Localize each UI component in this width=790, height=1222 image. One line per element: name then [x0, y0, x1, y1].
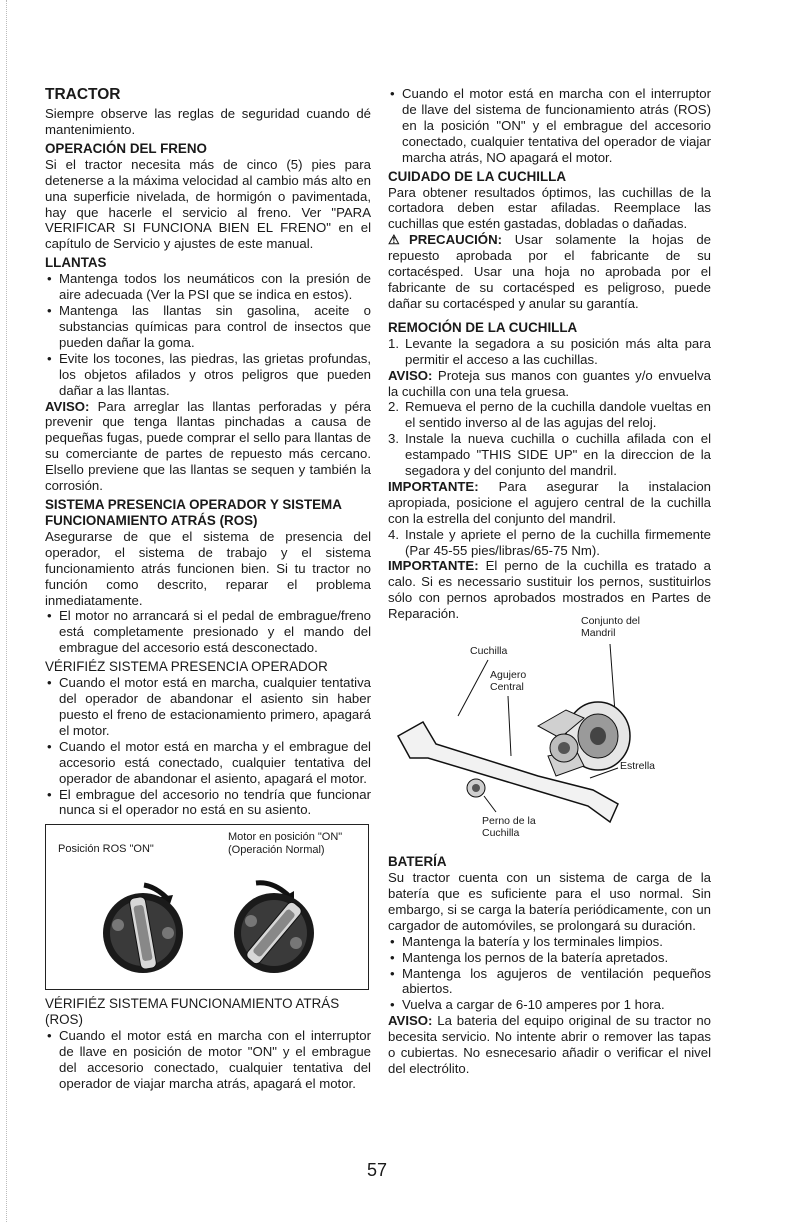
- list-item: 4. Instale y apriete el perno de la cuchilla firmemente (Par 45-55 pies/libras/65-75 Nm).: [388, 526, 711, 558]
- verify-ros-list: [45, 1028, 371, 1092]
- list-item: • Cuando el motor está en marcha y el embrague del accesorio está conectado, cualquier tentativa del operador de abandonar el asiento, apagará el motor.: [45, 739, 371, 787]
- list-item: • Cuando el motor está en marcha con el interruptor de llave en posición de motor "ON" y el embrague del accesorio conectado, cualquier tentativa del operador de viajar marcha atrás, apagará el motor.: [45, 1028, 371, 1092]
- step-text: Instale la nueva cuchilla o cuchilla afilada con el estampado "THIS SIDE UP" en la direccion de la segadora y del conjunto del mandril.: [405, 431, 711, 479]
- ros-continued-list: [388, 86, 711, 166]
- battery-text: Su tractor cuenta con un sistema de carga de la batería que es suficiente para el uso normal. Sin embargo, si se carga la batería periódicamente, con un cargador de automóviles, se prolongará su duración.: [388, 870, 711, 933]
- removal-aviso: [388, 368, 711, 400]
- tires-heading: LLANTAS: [45, 255, 107, 271]
- list-item: 2. Remueva el perno de la cuchilla dandole vueltas en el sentido inverso al de las agujas del reloj.: [388, 399, 711, 431]
- blade-assembly-figure: [388, 615, 711, 850]
- ignition-switch-drawing: [46, 825, 368, 989]
- caption-motor-on: Motor en posición "ON" (Operación Normal): [228, 831, 343, 857]
- verify-ros-heading: VÉRIFIÉZ SISTEMA FUNCIONAMIENTO ATRÁS (ROS): [45, 996, 340, 1028]
- ros-list: [45, 608, 371, 656]
- brake-text: Si el tractor necesita más de cinco (5) pies para detenerse a la máxima velocidad al cambio más alto en una superficie nivelada, de hormigón o pavimentada, hay que hacerle el servicio al freno. Ver "PARA VERIFICAR SI FUNCIONA BIEN EL FRENO" en el capítulo de Servicio y ajustes de este manual.: [45, 156, 371, 252]
- blade-removal-heading: REMOCIÓN DE LA CUCHILLA: [388, 319, 578, 335]
- list-item: • Vuelva a cargar de 6-10 amperes por 1 hora.: [388, 997, 711, 1013]
- blade-bolt-icon: [467, 779, 485, 797]
- aviso-text: La bateria del equipo original de su tractor no becesita servicio. No intente abrir o remover las tapas o cubiertas. No esnecesario añadir o verificar el nivel del electrólito.: [388, 1013, 711, 1076]
- section-title-tractor: TRACTOR: [45, 86, 121, 103]
- step-text: Remueva el perno de la cuchilla dandole vueltas en el sentido inverso al de las agujas del reloj.: [405, 399, 711, 431]
- importante-text: Para asegurar la instalacion apropiada, posicione el agujero central de la cuchilla con la estrella del conjunto del mandril.: [388, 478, 711, 526]
- importante-label: IMPORTANTE:: [388, 558, 479, 574]
- list-item: • Mantenga la batería y los terminales limpios.: [388, 934, 711, 950]
- importante-2: [388, 558, 711, 622]
- battery-aviso: [388, 1013, 711, 1077]
- importante-label: IMPORTANTE:: [388, 478, 479, 494]
- precaucion-text: Usar solamente la hojas de repuesto aprobada por el fabricante de su cortacésped. Usar una hoja no aprobada por el fabricante de su cortacésped es peligroso, puede dañar su cortacésped y anular su garantía.: [388, 232, 711, 311]
- label-cuchilla: Cuchilla: [470, 645, 508, 658]
- importante-1: [388, 479, 711, 527]
- ros-text: Asegurarse de que el sistema de presencia del operador, el sistema de trabajo y el sistema funcionamiento atrás funcionen bien. Si tu tractor no función como descrito, reparar el problema inmediatamente.: [45, 528, 371, 608]
- aviso-text: Proteja sus manos con guantes y/o envuelva la cuchilla con una tela gruesa.: [388, 367, 711, 399]
- page-edge: [6, 0, 8, 1222]
- blade-care-text: Para obtener resultados óptimos, las cuchillas de la cortadora deben estar afiladas. Reemplace las cuchillas que estén gastadas, dobladas o dañadas.: [388, 184, 711, 232]
- list-item: • Cuando el motor está en marcha con el interruptor de llave del sistema de funcionamiento atrás (ROS) en la posición "ON" y el embrague del accesorio conectado, cualquier tentativa del operador de viajar marcha atrás, NO apagará el motor.: [388, 86, 711, 166]
- list-item: • Cuando el motor está en marcha, cualquier tentativa del operador de abandonar el asiento sin haber puesto el freno de estacionamiento primero, apagará el motor.: [45, 675, 371, 739]
- ignition-switch-figure: [45, 824, 369, 990]
- removal-steps-a: [388, 336, 711, 368]
- list-item: • Mantenga las llantas sin gasolina, aceite o substancias químicas para control de insectos que pueden dañar la goma.: [45, 303, 371, 351]
- warning-icon: ⚠: [388, 232, 409, 248]
- aviso-label: AVISO:: [45, 398, 90, 414]
- tires-aviso: [45, 399, 371, 494]
- caption-ros-on: Posición ROS "ON": [58, 843, 154, 856]
- importante-text: El perno de la cuchilla es tratado a calo. Si es necessario sustituir los pernos, sustituirlos sólo con pernos aprobados mostrados en Partes de Reparación.: [388, 558, 711, 622]
- left-column: [45, 86, 371, 1092]
- key-switch-motor-icon: [234, 883, 314, 973]
- precaucion-paragraph: [388, 232, 711, 312]
- key-switch-ros-icon: [103, 885, 183, 973]
- precaucion-label: PRECAUCIÓN:: [408, 232, 502, 248]
- ros-heading: SISTEMA PRESENCIA OPERADOR Y SISTEMA FUNCIONAMIENTO ATRÁS (ROS): [45, 496, 342, 528]
- aviso-label: AVISO:: [388, 1013, 433, 1029]
- list-item: • El motor no arrancará si el pedal de embrague/freno está completamente presionado y el mando del embrague del accesorio está desconectado.: [45, 608, 371, 656]
- removal-steps-c: [388, 527, 711, 559]
- label-perno: Perno de la Cuchilla: [482, 815, 536, 839]
- intro-text: Siempre observe las reglas de seguridad cuando dé mantenimiento.: [45, 106, 371, 137]
- verify-operator-list: [45, 675, 371, 818]
- page-number: 57: [367, 1160, 388, 1180]
- list-item: • Mantenga todos los neumáticos con la presión de aire adecuada (Ver la PSI que se indica en estos).: [45, 271, 371, 303]
- blade-care-heading: CUIDADO DE LA CUCHILLA: [388, 168, 567, 184]
- aviso-text: Para arreglar las llantas perforadas y péra prevenir que tenga llantas pinchadas a causa de pequeñas fugas, puede comprar el sello para llantas de su comerciante de partes de repuesto más cercano. Elsello previene que las llantas se sequen y también la corrosión.: [45, 398, 372, 494]
- label-mandril: Conjunto del Mandril: [581, 615, 640, 639]
- list-item: • El embrague del accesorio no tendría que funcionar nunca si el operador no está en su asiento.: [45, 787, 371, 819]
- list-item: 1. Levante la segadora a su posición más alta para permitir el acceso a las cuchillas.: [388, 335, 711, 367]
- verify-operator-heading: VÉRIFIÉZ SISTEMA PRESENCIA OPERADOR: [45, 659, 328, 675]
- right-column: [388, 86, 711, 1077]
- list-item: • Evite los tocones, las piedras, las grietas profundas, los objetos afilados y otros peligros que pueden dañar a las llantas.: [45, 351, 371, 399]
- list-item: • Mantenga los agujeros de ventilación pequeños abiertos.: [388, 966, 711, 998]
- list-item: • Mantenga los pernos de la batería apretados.: [388, 950, 711, 966]
- list-item: 3. Instale la nueva cuchilla o cuchilla afilada con el estampado "THIS SIDE UP" en la direccion de la segadora y del conjunto del mandril.: [388, 431, 711, 479]
- battery-list: [388, 934, 711, 1014]
- battery-heading: BATERÍA: [388, 854, 447, 870]
- removal-steps-b: [388, 399, 711, 479]
- tires-list: [45, 271, 371, 398]
- step-text: Instale y apriete el perno de la cuchilla firmemente (Par 45-55 pies/libras/65-75 Nm).: [405, 526, 711, 558]
- brake-heading: OPERACIÓN DEL FRENO: [45, 140, 207, 156]
- step-text: Levante la segadora a su posición más alta para permitir el acceso a las cuchillas.: [405, 335, 711, 367]
- aviso-label: AVISO:: [388, 367, 433, 383]
- mandrel-icon: [538, 702, 630, 776]
- label-estrella: Estrella: [620, 760, 656, 773]
- label-agujero: Agujero Central: [490, 669, 527, 693]
